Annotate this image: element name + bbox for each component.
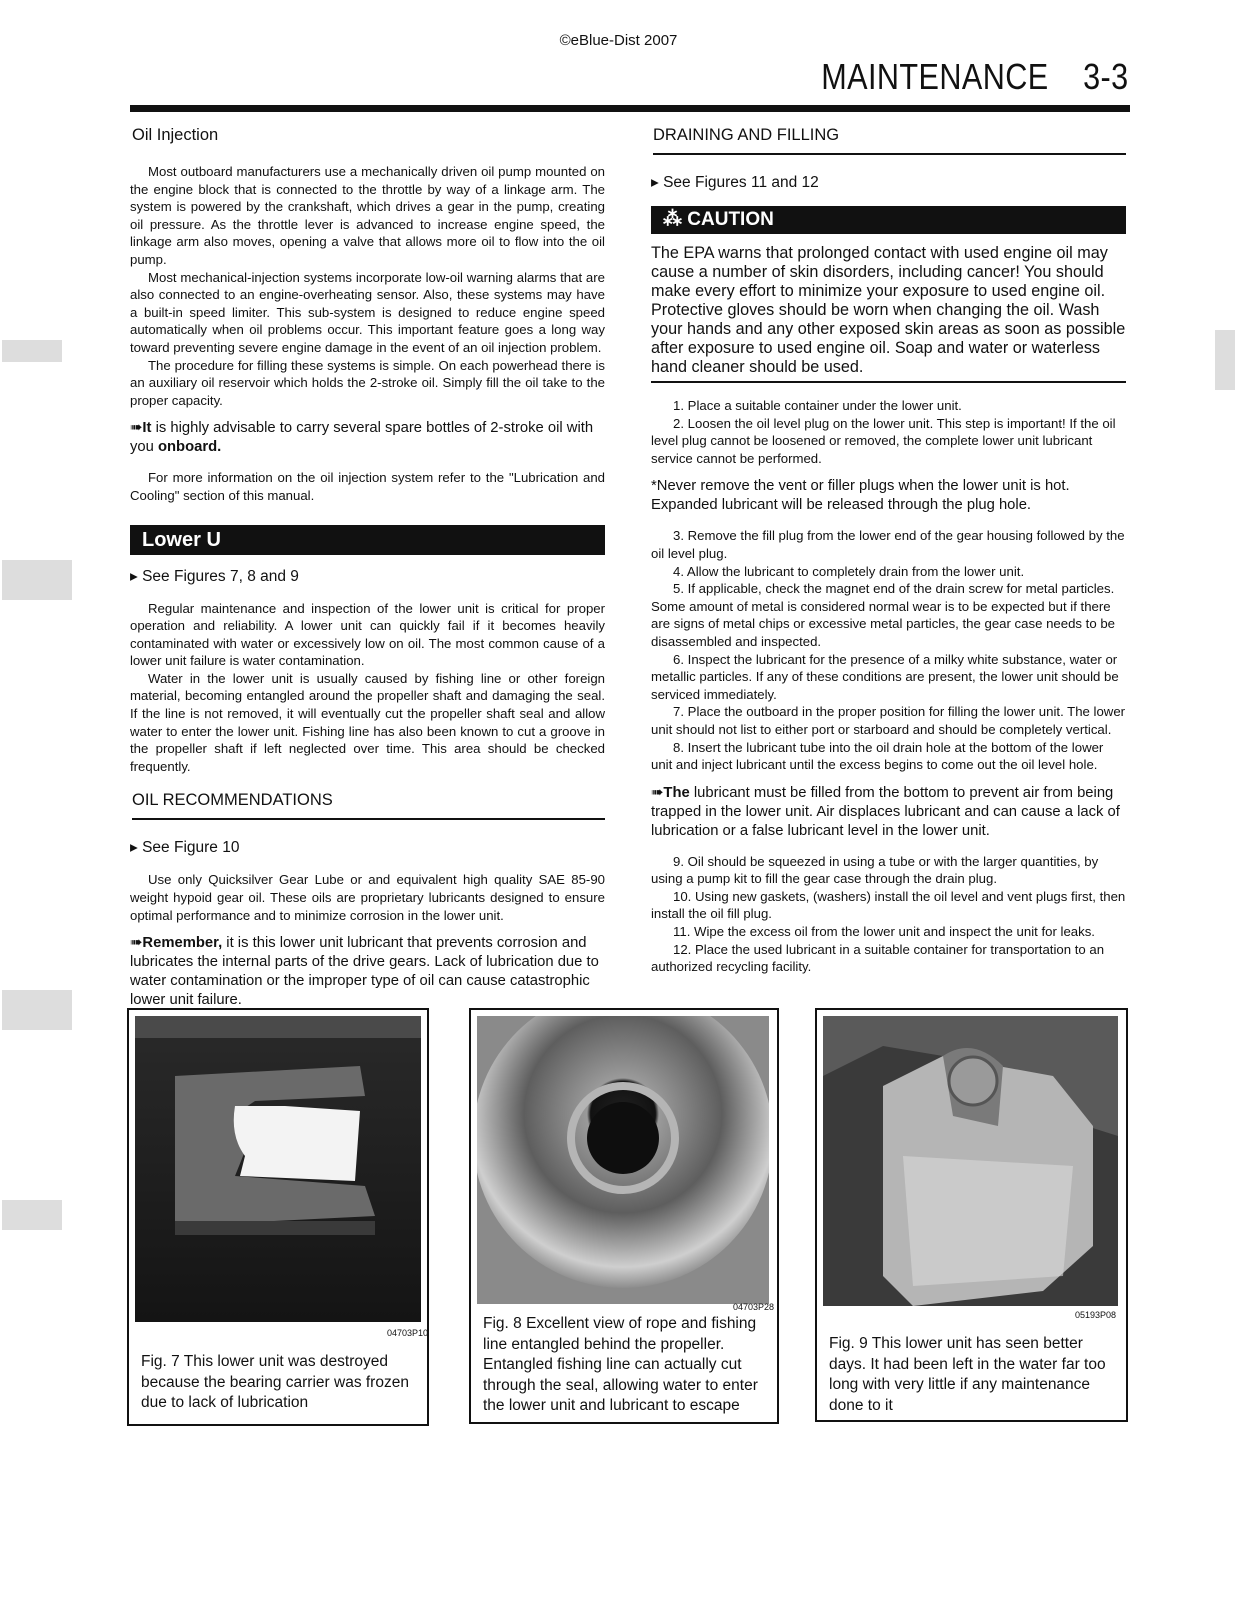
step-item: 11. Wipe the excess oil from the lower unit and inspect the unit for leaks.: [673, 924, 1095, 940]
step-item: 5. If applicable, check the magnet end of the drain screw for metal particles. Some amount of metal is considered normal wear is to be expected but if there are signs of metal chips or excessive metal particles, the gear case needs to be disassembled and inspected.: [651, 581, 1115, 649]
lower-unit-figref: [130, 567, 605, 586]
paragraph: Regular maintenance and inspection of the lower unit is critical for proper operation and reliability. A lower unit can quickly fail if it becomes heavily contaminated with water or excessively low on oil. The most common cause of a lower unit failure is water contamination.: [130, 600, 605, 669]
note-lead: The: [663, 784, 690, 801]
steps-part2: [651, 527, 1126, 773]
figure-8: [469, 1008, 779, 1424]
step-item: 2. Loosen the oil level plug on the lower unit. This step is important! If the oil level plug cannot be loosened or removed, the complete lower unit lubricant service cannot be performed.: [651, 415, 1116, 466]
note-fill-bottom: [651, 784, 1126, 841]
oil-injection-more: [130, 469, 605, 504]
figref-text: See Figures 7, 8 and 9: [142, 567, 299, 585]
step-item: 1. Place a suitable container under the lower unit.: [673, 398, 962, 413]
caution-heading: [651, 206, 1126, 234]
lower-unit-heading: Lower U: [130, 525, 605, 555]
paragraph: Water in the lower unit is usually caused by fishing line or other foreign material, becoming entangled around the propeller shaft and damaging the seal. If the line is not removed, it will eventually cut the propeller shaft seal and allow water to enter the lower unit. Fishing line has also been known to cut a groove in the propeller shaft if left neglected over time. This area should be checked frequently.: [130, 670, 605, 774]
steps-part1: [651, 397, 1126, 467]
note-lead: It: [142, 420, 152, 437]
note-text: lubricant must be filled from the bottom to prevent air from being trapped in the lower unit. Air displaces lubricant and can cause a lack of lubrication or a false lubricant level in the lower unit.: [651, 784, 1120, 839]
step-item: 7. Place the outboard in the proper position for filling the lower unit. The lower unit should not list to either port or starboard and should be completely vertical.: [651, 704, 1126, 737]
paragraph: For more information on the oil injection system refer to the "Lubrication and Cooling" section of this manual.: [130, 470, 605, 503]
figure-9: [815, 1008, 1128, 1422]
oil-rec-figref: [130, 838, 605, 857]
scan-speck: [1215, 330, 1235, 390]
figref-text: See Figure 10: [142, 839, 240, 857]
copyright-line: ©eBlue-Dist 2007: [559, 32, 678, 49]
note-arrow-icon: ➠: [130, 935, 143, 952]
caution-text: The EPA warns that prolonged contact with used engine oil may cause a number of skin disorders, including cancer! You should make every effort to minimize your exposure to used engine oil. Protective gloves should be worn when changing the oil. Wash your hands and any other exposed skin areas as soon as possible after exposure to used engine oil. Soap and water or waterless hand cleaner should be used.: [651, 244, 1126, 383]
pointer-icon: ▸: [130, 567, 138, 585]
paragraph: Use only Quicksilver Gear Lube or and equivalent high quality SAE 85-90 weight hypoid gear oil. These oils are proprietary lubricants designed to ensure optimal performance and to minimize corrosion in the lower unit.: [130, 872, 605, 923]
page-number: 3-3: [1083, 56, 1129, 97]
note-text: it is this lower unit lubricant that prevents corrosion and lubricates the internal parts of the drive gears. Lack of lubrication due to water contamination or the improper type of oil can cause catastrophic lower unit failure.: [130, 935, 599, 1009]
step-item: 3. Remove the fill plug from the lower end of the gear housing followed by the oil level plug.: [651, 528, 1125, 561]
pointer-icon: ▸: [651, 174, 659, 191]
figure-7-photo: [135, 1016, 421, 1322]
figure-8-caption: Fig. 8 Excellent view of rope and fishing line entangled behind the propeller. Entangled fishing line can actually cut through the seal, allowing water to enter the lower unit and lubricant to escape: [483, 1315, 758, 1414]
note-arrow-icon: ➠: [651, 784, 664, 801]
draining-filling-title: DRAINING AND FILLING: [653, 126, 1126, 155]
step-item: 6. Inspect the lubricant for the presence of a milky white substance, water or metallic particles. If any of these conditions are present, the lower unit should be serviced immediately.: [651, 651, 1119, 702]
header-rule: [130, 105, 1130, 112]
step-item: 8. Insert the lubricant tube into the oil drain hole at the bottom of the lower unit and inject lubricant until the excess begins to come out the oil level hole.: [651, 739, 1104, 773]
scan-speck: [2, 560, 72, 600]
paragraph: Most mechanical-injection systems incorporate low-oil warning alarms that are also connected to an engine-overheating sensor. Also, these systems may have a built-in speed limiter. This sub-system is designed to reduce engine speed automatically when oil problems occur. This important feature goes a long way toward preventing severe engine damage in the event of an oil injection problem.: [130, 269, 605, 355]
note-lead: Remember,: [142, 935, 223, 952]
figure-9-code: 05193P08: [1075, 1310, 1117, 1320]
figure-7: [127, 1008, 429, 1426]
figure-9-caption: Fig. 9 This lower unit has seen better days. It had been left in the water far too long with very little if any maintenance done to it: [829, 1335, 1106, 1414]
note-text: is highly advisable to carry several spare bottles of 2-stroke oil with you: [130, 420, 594, 456]
oil-injection-body: [130, 163, 605, 409]
oil-recommendations-title: OIL RECOMMENDATIONS: [132, 791, 605, 820]
figure-8-photo: [477, 1016, 769, 1304]
step-item: 10. Using new gaskets, (washers) install the oil level and vent plugs first, then install the oil fill plug.: [651, 888, 1126, 922]
step-item: 9. Oil should be squeezed in using a tube or with the larger quantities, by using a pump kit to fill the gear case through the drain plug.: [651, 853, 1099, 887]
lower-unit-body: [130, 600, 605, 776]
right-column: [651, 126, 1126, 976]
scan-speck: [2, 340, 62, 362]
note-end: onboard.: [157, 439, 222, 456]
caution-label: CAUTION: [687, 209, 774, 230]
step-item: 12. Place the used lubricant in a suitable container for transportation to an authorized recycling facility.: [651, 941, 1105, 975]
scan-speck: [2, 1200, 62, 1230]
warning-hot-unit: *Never remove the vent or filler plugs when the lower unit is hot. Expanded lubricant will be released through the plug hole.: [651, 478, 1070, 514]
figure-8-code: 04703P28: [733, 1302, 775, 1312]
steps-part3: [651, 853, 1126, 976]
pointer-icon: ▸: [130, 839, 138, 857]
left-column: [130, 126, 605, 1022]
figure-9-photo: [823, 1016, 1118, 1306]
note-arrow-icon: ➠: [130, 420, 143, 437]
figure-7-caption: Fig. 7 This lower unit was destroyed because the bearing carrier was frozen due to lack of lubrication: [141, 1353, 409, 1411]
oil-rec-body: [130, 871, 605, 924]
paragraph: The procedure for filling these systems is simple. On each powerhead there is an auxiliary oil reservoir which holds the 2-stroke oil. Simply fill the oil take to the proper capacity.: [130, 357, 605, 408]
draining-figref: [651, 173, 1126, 192]
step-item: 4. Allow the lubricant to completely drain from the lower unit.: [673, 563, 1025, 579]
note-remember: [130, 934, 605, 1010]
chapter-heading: [822, 56, 1129, 98]
figure-7-code: 04703P10: [387, 1328, 429, 1338]
figref-text: See Figures 11 and 12: [663, 174, 819, 191]
scan-speck: [2, 990, 72, 1030]
caution-icon: ⁂: [663, 209, 682, 230]
oil-injection-title: Oil Injection: [132, 126, 219, 144]
note-spare-oil: [130, 419, 605, 457]
chapter-title: MAINTENANCE: [821, 56, 1050, 97]
paragraph: Most outboard manufacturers use a mechanically driven oil pump mounted on the engine block that is connected to the throttle by way of a linkage arm. The system is powered by the crankshaft, which drives a gear in the pump, creating oil pressure. As the throttle lever is advanced to increase engine speed, the linkage arm also moves, opening a valve that allows more oil to flow into the oil pump.: [130, 164, 605, 267]
